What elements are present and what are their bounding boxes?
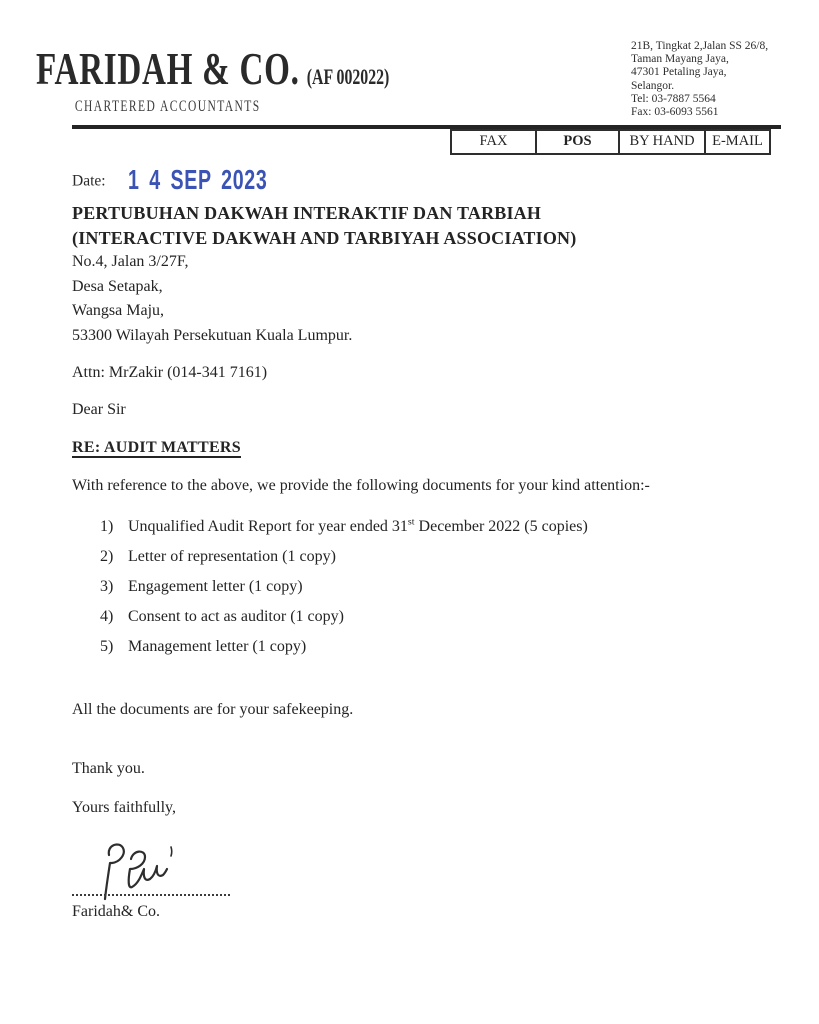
enclosure-list: [100, 512, 588, 662]
enclosure-item-4: [100, 602, 588, 632]
enclosure-number: 2): [100, 548, 114, 565]
subject-line: RE: AUDIT MATTERS: [72, 439, 241, 456]
enclosure-text: [128, 518, 588, 536]
enclosure-number: 1): [100, 518, 114, 535]
recipient-address-line: Desa Setapak,: [72, 277, 163, 295]
recipient-block: [72, 201, 576, 348]
firm-address-line: Selangor.: [631, 79, 675, 92]
enclosure-number: 5): [100, 638, 114, 655]
enclosure-item-1: [100, 512, 588, 542]
firm-subtitle: CHARTERED ACCOUNTANTS: [74, 98, 261, 115]
salutation: Dear Sir: [72, 401, 126, 418]
enclosure-item-2: [100, 542, 588, 572]
date-stamp: 1 4 SEP 2023: [127, 164, 268, 195]
enclosure-number: 3): [100, 578, 114, 595]
recipient-name-english: (INTERACTIVE DAKWAH AND TARBIYAH ASSOCIATION): [72, 227, 577, 248]
enclosure-text: Management letter (1 copy): [128, 638, 307, 655]
firm-address-line: 47301 Petaling Jaya,: [631, 66, 727, 79]
firm-address-line: 21B, Tingkat 2,Jalan SS 26/8,: [631, 40, 769, 52]
enclosure-item-3: [100, 572, 588, 602]
date-label: Date:: [72, 172, 106, 190]
recipient-name: PERTUBUHAN DAKWAH INTERAKTIF DAN TARBIAH: [72, 203, 542, 223]
delivery-option-email: E-MAIL: [704, 131, 769, 153]
delivery-option-pos-selected: POS: [535, 131, 618, 153]
enclosure-text-part: Unqualified Audit Report for year ended 31: [128, 518, 408, 535]
delivery-option-by-hand: BY HAND: [618, 131, 704, 153]
recipient-address-line: 53300 Wilayah Persekutuan Kuala Lumpur.: [72, 326, 353, 344]
firm-name: FARIDAH & CO.: [36, 43, 300, 94]
enclosure-text-part: December 2022 (5 copies): [414, 518, 588, 535]
enclosure-text: Consent to act as auditor (1 copy): [128, 608, 344, 625]
ordinal-superscript: st: [407, 516, 415, 528]
firm-phone-line: Tel: 03-7887 5564: [631, 92, 716, 105]
firm-fax-line: Fax: 03-6093 5561: [631, 106, 719, 119]
delivery-option-fax: FAX: [479, 133, 508, 149]
enclosure-text: Letter of representation (1 copy): [128, 548, 336, 565]
closing-note: All the documents are for your safekeeping.: [72, 701, 354, 718]
firm-registration-number: (AF 002022): [306, 64, 390, 89]
firm-address-block: [631, 40, 768, 119]
signature-dotted-line: [72, 884, 230, 896]
signed-by-name: Faridah& Co.: [72, 903, 160, 920]
enclosure-item-5: [100, 632, 588, 662]
valediction: Yours faithfully,: [72, 799, 177, 816]
intro-paragraph: With reference to the above, we provide the following documents for your kind attention:-: [72, 477, 650, 494]
recipient-address-line: No.4, Jalan 3/27F,: [72, 253, 189, 270]
thanks-line: Thank you.: [72, 760, 145, 777]
date-row: [72, 166, 327, 198]
enclosure-text: Engagement letter (1 copy): [128, 578, 303, 595]
letterhead: [36, 42, 527, 116]
attention-line: Attn: MrZakir (014-341 7161): [72, 364, 268, 381]
firm-title-line: [36, 42, 389, 116]
recipient-address-line: Wangsa Maju,: [72, 302, 165, 319]
firm-address-line: Taman Mayang Jaya,: [631, 53, 729, 66]
enclosure-number: 4): [100, 608, 114, 625]
delivery-method-table: [450, 129, 771, 155]
